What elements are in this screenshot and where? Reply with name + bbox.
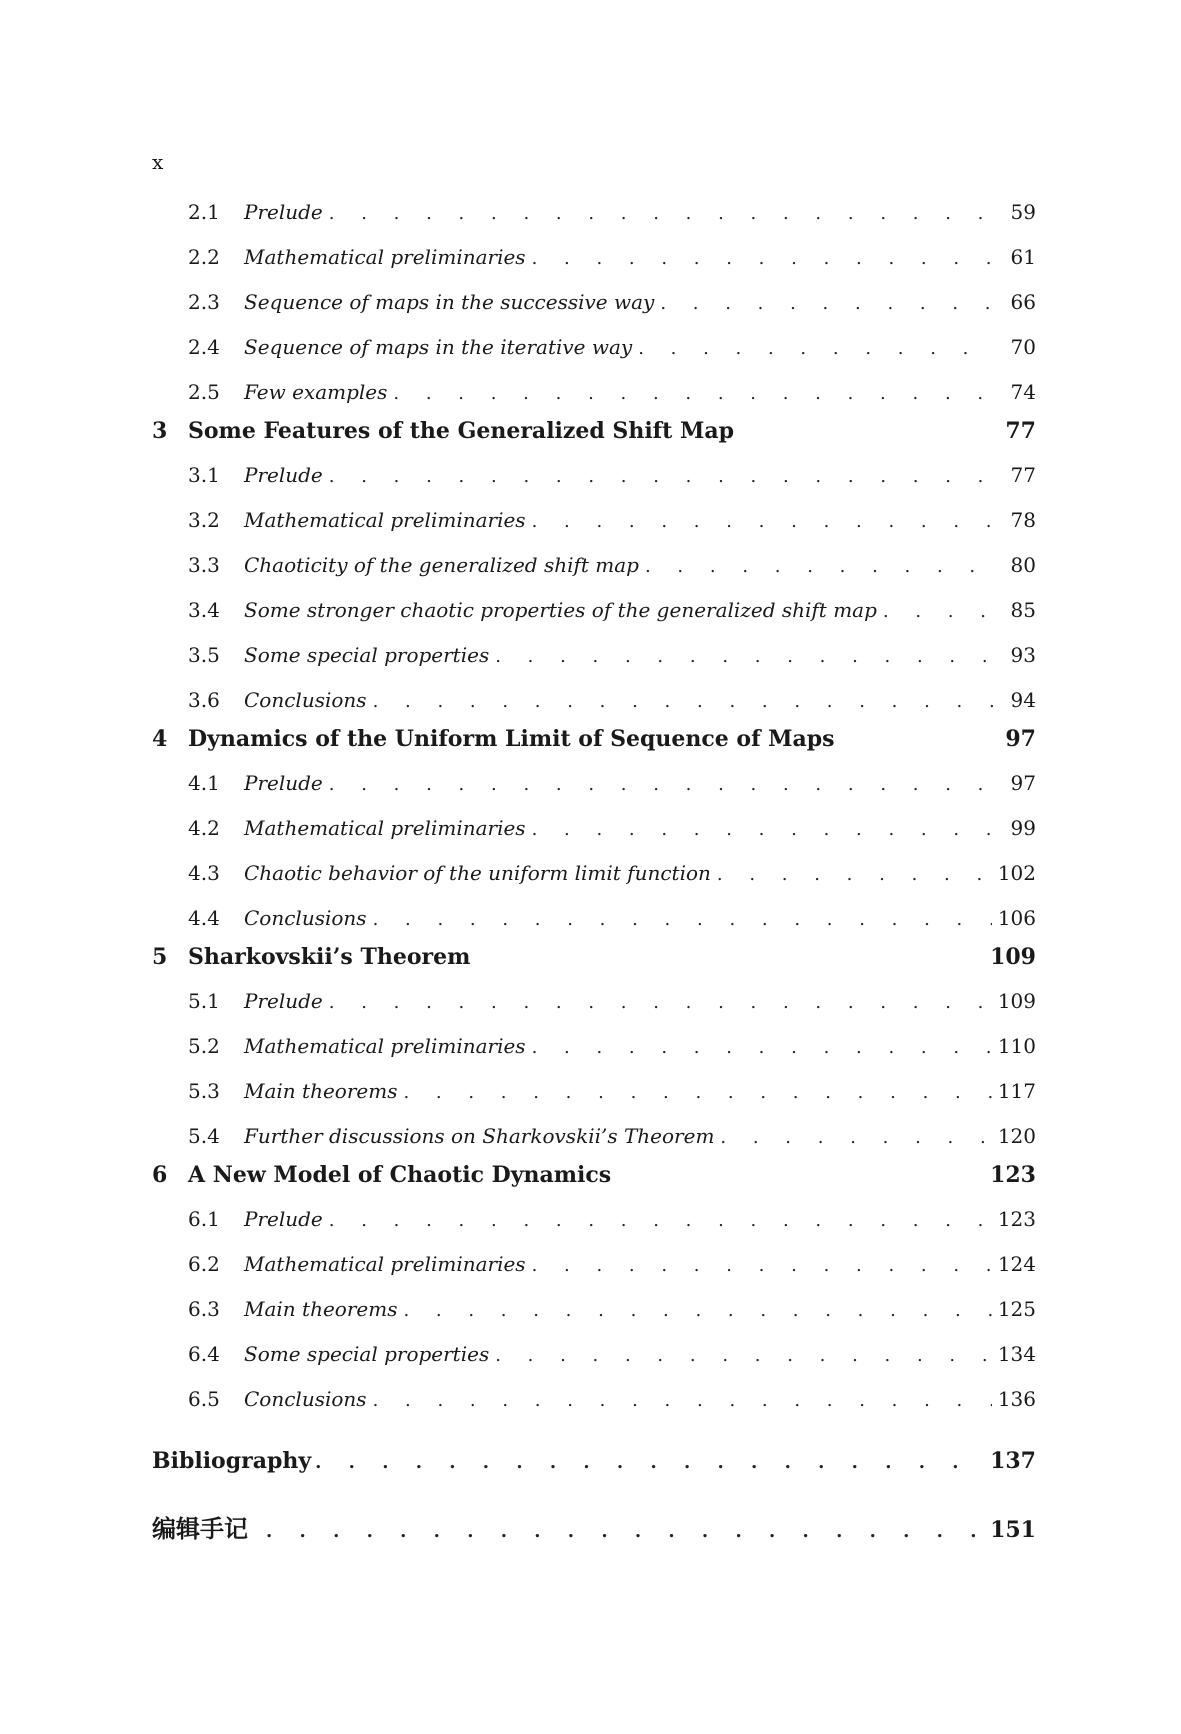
section-number: 2.5 <box>188 380 220 404</box>
section-page: 85 <box>1010 598 1036 622</box>
toc-section-3-4[interactable] <box>152 598 1036 643</box>
section-number: 3.5 <box>188 643 220 667</box>
toc-section-6-4[interactable] <box>152 1342 1036 1387</box>
section-number: 2.2 <box>188 245 220 269</box>
toc-section-4-1[interactable] <box>152 771 1036 816</box>
section-page: 99 <box>1010 816 1036 840</box>
toc-section-4-3[interactable] <box>152 861 1036 906</box>
toc-chapter-5[interactable] <box>152 944 1036 989</box>
section-page: 136 <box>997 1387 1036 1411</box>
section-page: 134 <box>997 1342 1036 1366</box>
section-number: 5.1 <box>188 989 220 1013</box>
toc-section-3-5[interactable] <box>152 643 1036 688</box>
section-number: 5.4 <box>188 1124 220 1148</box>
leader-dots <box>532 248 994 269</box>
section-title: Mathematical preliminaries <box>244 245 526 269</box>
section-page: 123 <box>997 1207 1036 1231</box>
chapter-page: 123 <box>990 1162 1036 1188</box>
leader-dots <box>329 774 994 795</box>
leader-dots <box>717 864 992 885</box>
toc-section-6-1[interactable] <box>152 1207 1036 1252</box>
leader-dots <box>532 511 994 532</box>
section-number: 4.3 <box>188 861 220 885</box>
leader-dots <box>252 1521 984 1542</box>
section-page: 94 <box>1010 688 1036 712</box>
section-page: 66 <box>1010 290 1036 314</box>
toc-section-6-5[interactable] <box>152 1387 1036 1448</box>
section-title: Sequence of maps in the successive way <box>244 290 655 314</box>
leader-dots <box>329 992 992 1013</box>
toc-section-5-3[interactable] <box>152 1079 1036 1124</box>
section-title: Some stronger chaotic properties of the generalized shift map <box>244 598 877 622</box>
section-page: 59 <box>1010 200 1036 224</box>
toc-section-5-1[interactable] <box>152 989 1036 1034</box>
section-page: 120 <box>997 1124 1036 1148</box>
section-title: Conclusions <box>244 906 367 930</box>
section-page: 124 <box>997 1252 1036 1276</box>
leader-dots <box>883 601 994 622</box>
section-page: 80 <box>1010 553 1036 577</box>
section-title: Prelude <box>244 200 323 224</box>
leader-dots <box>495 646 994 667</box>
section-title: Chaoticity of the generalized shift map <box>244 553 639 577</box>
section-title: Some special properties <box>244 1342 490 1366</box>
section-page: 70 <box>1010 335 1036 359</box>
chapter-page: 77 <box>1005 418 1036 444</box>
section-number: 3.6 <box>188 688 220 712</box>
chapter-page: 109 <box>990 944 1036 970</box>
table-of-contents <box>152 200 1036 1570</box>
toc-editor-notes[interactable] <box>152 1509 1036 1570</box>
toc-section-2-3[interactable] <box>152 290 1036 335</box>
chapter-number: 6 <box>152 1162 168 1188</box>
leader-dots <box>393 383 994 404</box>
leader-dots <box>403 1082 991 1103</box>
chapter-title: A New Model of Chaotic Dynamics <box>188 1162 612 1188</box>
toc-chapter-3[interactable] <box>152 418 1036 463</box>
section-title: Mathematical preliminaries <box>244 508 526 532</box>
section-page: 97 <box>1010 771 1036 795</box>
leader-dots <box>645 556 994 577</box>
section-number: 4.1 <box>188 771 220 795</box>
chapter-title: Some Features of the Generalized Shift Map <box>188 418 734 444</box>
leader-dots <box>495 1345 992 1366</box>
section-title: Chaotic behavior of the uniform limit function <box>244 861 711 885</box>
toc-section-3-2[interactable] <box>152 508 1036 553</box>
toc-section-3-3[interactable] <box>152 553 1036 598</box>
section-title: Prelude <box>244 771 323 795</box>
section-title: Prelude <box>244 1207 323 1231</box>
section-page: 61 <box>1010 245 1036 269</box>
bibliography-page: 137 <box>990 1448 1036 1474</box>
section-page: 93 <box>1010 643 1036 667</box>
toc-section-3-6[interactable] <box>152 688 1036 726</box>
section-number: 6.4 <box>188 1342 220 1366</box>
leader-dots <box>373 909 992 930</box>
page-number: x <box>152 150 164 174</box>
toc-section-2-1[interactable] <box>152 200 1036 245</box>
section-title: Conclusions <box>244 688 367 712</box>
section-number: 3.2 <box>188 508 220 532</box>
section-title: Conclusions <box>244 1387 367 1411</box>
toc-section-3-1[interactable] <box>152 463 1036 508</box>
section-number: 2.3 <box>188 290 220 314</box>
toc-chapter-6[interactable] <box>152 1162 1036 1207</box>
toc-section-4-4[interactable] <box>152 906 1036 944</box>
section-number: 2.1 <box>188 200 220 224</box>
toc-section-6-3[interactable] <box>152 1297 1036 1342</box>
section-number: 3.4 <box>188 598 220 622</box>
editor-notes-page: 151 <box>990 1517 1036 1543</box>
toc-section-6-2[interactable] <box>152 1252 1036 1297</box>
leader-dots <box>720 1127 991 1148</box>
chapter-page: 97 <box>1005 726 1036 752</box>
section-page: 110 <box>997 1034 1036 1058</box>
section-title: Few examples <box>244 380 388 404</box>
toc-section-5-2[interactable] <box>152 1034 1036 1079</box>
section-title: Prelude <box>244 989 323 1013</box>
section-title: Mathematical preliminaries <box>244 1252 526 1276</box>
section-number: 6.1 <box>188 1207 220 1231</box>
section-number: 6.3 <box>188 1297 220 1321</box>
section-page: 117 <box>997 1079 1036 1103</box>
section-page: 106 <box>997 906 1036 930</box>
leader-dots <box>373 691 994 712</box>
section-title: Prelude <box>244 463 323 487</box>
section-number: 2.4 <box>188 335 220 359</box>
toc-section-2-4[interactable] <box>152 335 1036 380</box>
bibliography-title: Bibliography <box>152 1448 312 1474</box>
section-title: Main theorems <box>244 1297 398 1321</box>
leader-dots <box>660 293 994 314</box>
section-title: Main theorems <box>244 1079 398 1103</box>
section-page: 78 <box>1010 508 1036 532</box>
section-page: 77 <box>1010 463 1036 487</box>
editor-notes-title: 编辑手记 <box>152 1515 248 1543</box>
section-number: 5.2 <box>188 1034 220 1058</box>
section-number: 5.3 <box>188 1079 220 1103</box>
leader-dots <box>329 203 994 224</box>
leader-dots <box>373 1390 992 1411</box>
leader-dots <box>532 1255 992 1276</box>
leader-dots <box>315 1452 984 1473</box>
section-page: 102 <box>997 861 1036 885</box>
chapter-title: Sharkovskii’s Theorem <box>188 944 471 970</box>
section-title: Sequence of maps in the iterative way <box>244 335 633 359</box>
section-page: 125 <box>997 1297 1036 1321</box>
section-title: Mathematical preliminaries <box>244 816 526 840</box>
section-title: Further discussions on Sharkovskii’s Theorem <box>244 1124 715 1148</box>
section-number: 4.2 <box>188 816 220 840</box>
leader-dots <box>403 1300 991 1321</box>
leader-dots <box>532 819 994 840</box>
chapter-title: Dynamics of the Uniform Limit of Sequence of Maps <box>188 726 835 752</box>
leader-dots <box>329 466 994 487</box>
section-number: 6.5 <box>188 1387 220 1411</box>
section-page: 109 <box>997 989 1036 1013</box>
chapter-number: 5 <box>152 944 168 970</box>
toc-chapter-4[interactable] <box>152 726 1036 771</box>
section-number: 3.1 <box>188 463 220 487</box>
chapter-number: 4 <box>152 726 168 752</box>
section-title: Mathematical preliminaries <box>244 1034 526 1058</box>
leader-dots <box>532 1037 992 1058</box>
toc-bibliography[interactable] <box>152 1448 1036 1509</box>
chapter-number: 3 <box>152 418 168 444</box>
section-number: 6.2 <box>188 1252 220 1276</box>
section-title: Some special properties <box>244 643 490 667</box>
leader-dots <box>329 1210 992 1231</box>
section-number: 3.3 <box>188 553 220 577</box>
leader-dots <box>638 338 994 359</box>
section-page: 74 <box>1010 380 1036 404</box>
toc-section-5-4[interactable] <box>152 1124 1036 1162</box>
toc-section-2-5[interactable] <box>152 380 1036 418</box>
toc-section-2-2[interactable] <box>152 245 1036 290</box>
toc-section-4-2[interactable] <box>152 816 1036 861</box>
section-number: 4.4 <box>188 906 220 930</box>
